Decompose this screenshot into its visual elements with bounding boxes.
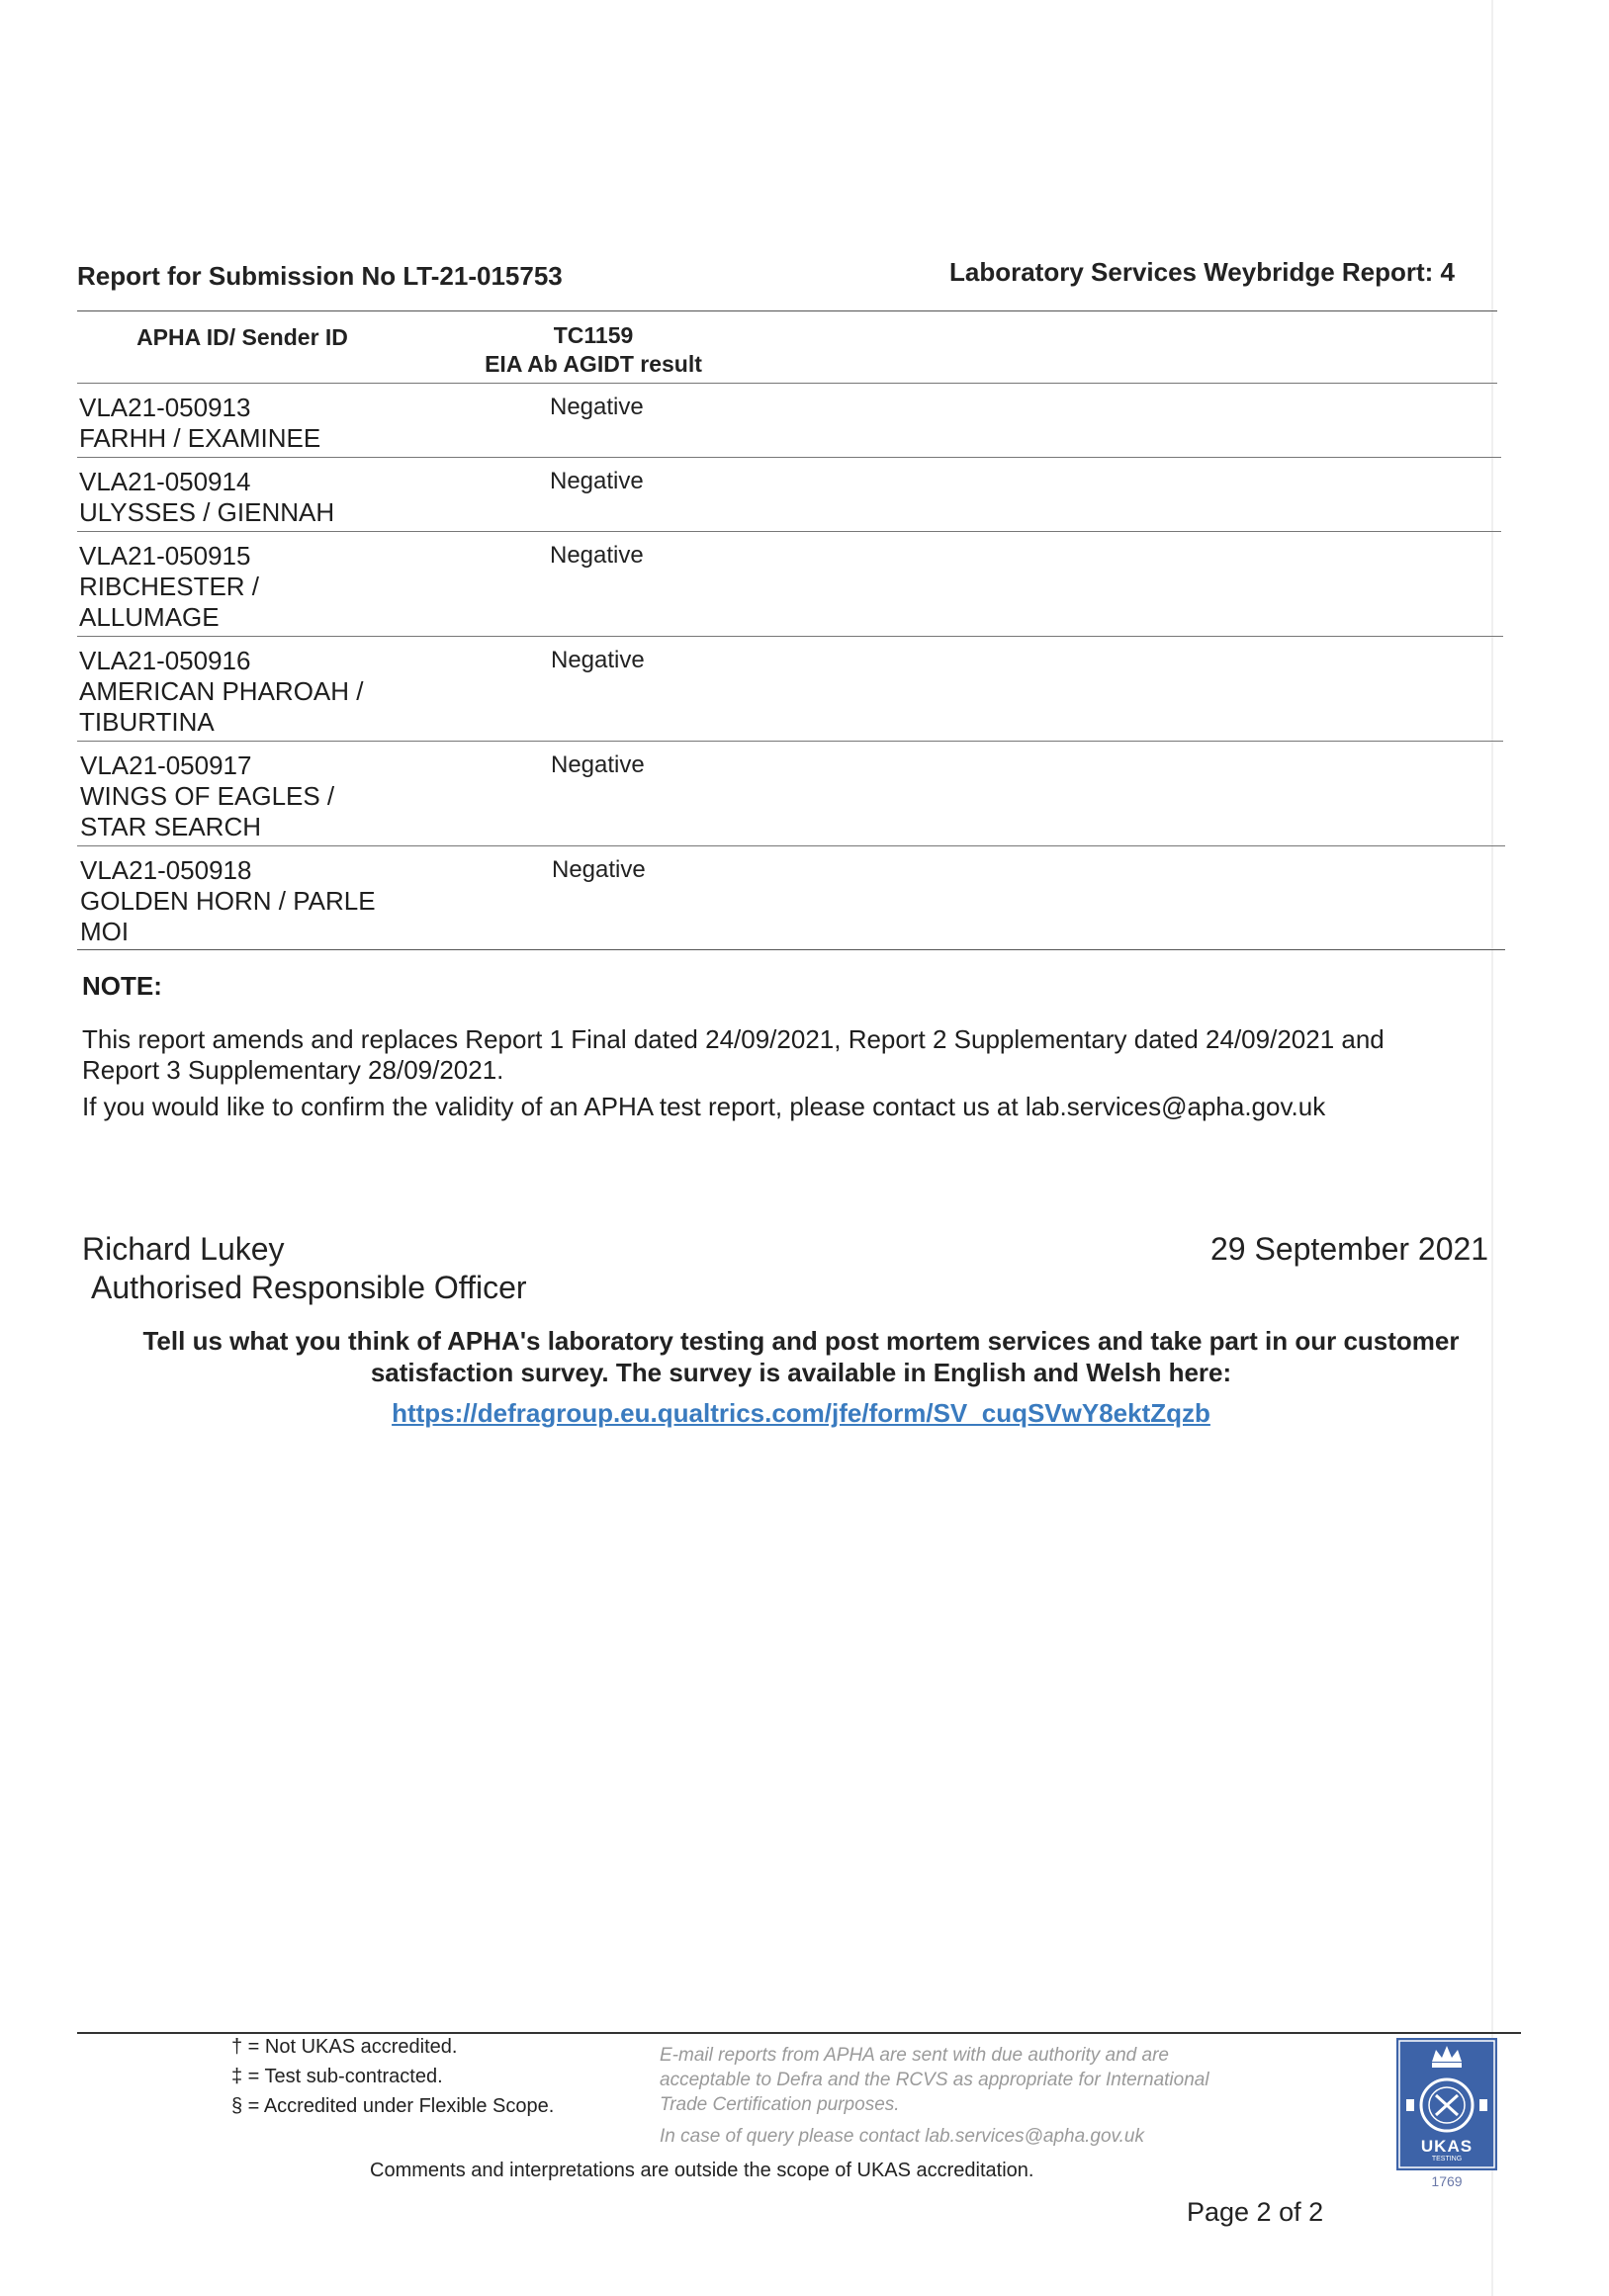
- ukas-label: UKAS: [1420, 2137, 1474, 2156]
- test-result: Negative: [550, 542, 644, 569]
- col-test-name: EIA Ab AGIDT result: [485, 351, 702, 377]
- header-rule: [77, 310, 1497, 311]
- note-heading: NOTE:: [82, 971, 162, 1001]
- ukas-number: 1769: [1431, 2173, 1463, 2189]
- col-id-header: APHA ID/ Sender ID: [136, 324, 348, 350]
- table-bottom-rule: [77, 949, 1505, 950]
- row-divider: [77, 636, 1503, 637]
- note-line-2: Report 3 Supplementary 28/09/2021.: [82, 1055, 504, 1085]
- sender-id-cont: TIBURTINA: [79, 707, 215, 737]
- ukas-sub-label: TESTING: [1431, 2156, 1463, 2163]
- test-result: Negative: [552, 856, 646, 883]
- signatory-name: Richard Lukey: [82, 1231, 285, 1267]
- row-divider: [77, 457, 1501, 458]
- footnote-sub-contracted: ‡ = Test sub-contracted.: [231, 2066, 443, 2087]
- test-result: Negative: [550, 468, 644, 494]
- table-header-rule: [77, 383, 1497, 384]
- query-contact-line: In case of query please contact lab.services@apha.gov.uk: [660, 2126, 1144, 2147]
- note-line-1: This report amends and replaces Report 1 Final dated 24/09/2021, Report 2 Supplementary dated 24/09/2021 and: [82, 1024, 1385, 1054]
- scan-edge: [1491, 0, 1493, 2296]
- apha-id: VLA21-050915: [79, 541, 251, 571]
- email-authority-line-3: Trade Certification purposes.: [660, 2094, 900, 2115]
- sender-id: AMERICAN PHAROAH /: [79, 676, 364, 706]
- sender-id: FARHH / EXAMINEE: [79, 423, 321, 453]
- apha-id: VLA21-050917: [80, 751, 252, 780]
- apha-id: VLA21-050914: [79, 467, 251, 496]
- apha-id: VLA21-050918: [80, 855, 252, 885]
- apha-id: VLA21-050916: [79, 646, 251, 675]
- ukas-logo: [1396, 2038, 1497, 2170]
- row-divider: [77, 531, 1501, 532]
- page-number: Page 2 of 2: [1187, 2197, 1324, 2227]
- test-result: Negative: [550, 394, 644, 420]
- col-test-code: TC1159: [553, 322, 634, 348]
- row-divider: [77, 741, 1503, 742]
- email-authority-line-2: acceptable to Defra and the RCVS as appropriate for International: [660, 2070, 1209, 2090]
- sender-id: GOLDEN HORN / PARLE: [80, 886, 376, 916]
- note-line-3: If you would like to confirm the validity of an APHA test report, please contact us at lab.services@apha.gov.uk: [82, 1092, 1326, 1121]
- row-divider: [77, 845, 1505, 846]
- survey-link[interactable]: https://defragroup.eu.qualtrics.com/jfe/form/SV_cuqSVwY8ektZqzb: [392, 1398, 1210, 1428]
- survey-line-1: Tell us what you think of APHA's laboratory testing and post mortem services and take part in our customer: [142, 1326, 1460, 1356]
- survey-line-2: satisfaction survey. The survey is available in English and Welsh here:: [370, 1358, 1232, 1387]
- report-date: 29 September 2021: [1210, 1231, 1489, 1267]
- sender-id: ULYSSES / GIENNAH: [79, 497, 335, 527]
- footnote-not-ukas: † = Not UKAS accredited.: [231, 2036, 458, 2058]
- sender-id: WINGS OF EAGLES /: [80, 781, 335, 811]
- footnote-flexible-scope: § = Accredited under Flexible Scope.: [231, 2095, 555, 2117]
- apha-id: VLA21-050913: [79, 393, 251, 422]
- ukas-scope-note: Comments and interpretations are outside the scope of UKAS accreditation.: [370, 2160, 1034, 2181]
- sender-id-cont: ALLUMAGE: [79, 602, 220, 632]
- test-result: Negative: [551, 751, 645, 778]
- lab-report-title: Laboratory Services Weybridge Report: 4: [949, 257, 1456, 287]
- email-authority-line-1: E-mail reports from APHA are sent with due authority and are: [660, 2045, 1169, 2066]
- signatory-role: Authorised Responsible Officer: [91, 1270, 527, 1305]
- test-result: Negative: [551, 647, 645, 673]
- sender-id: RIBCHESTER /: [79, 572, 260, 601]
- sender-id-cont: MOI: [80, 917, 130, 946]
- submission-title: Report for Submission No LT-21-015753: [77, 261, 563, 291]
- sender-id-cont: STAR SEARCH: [80, 812, 261, 841]
